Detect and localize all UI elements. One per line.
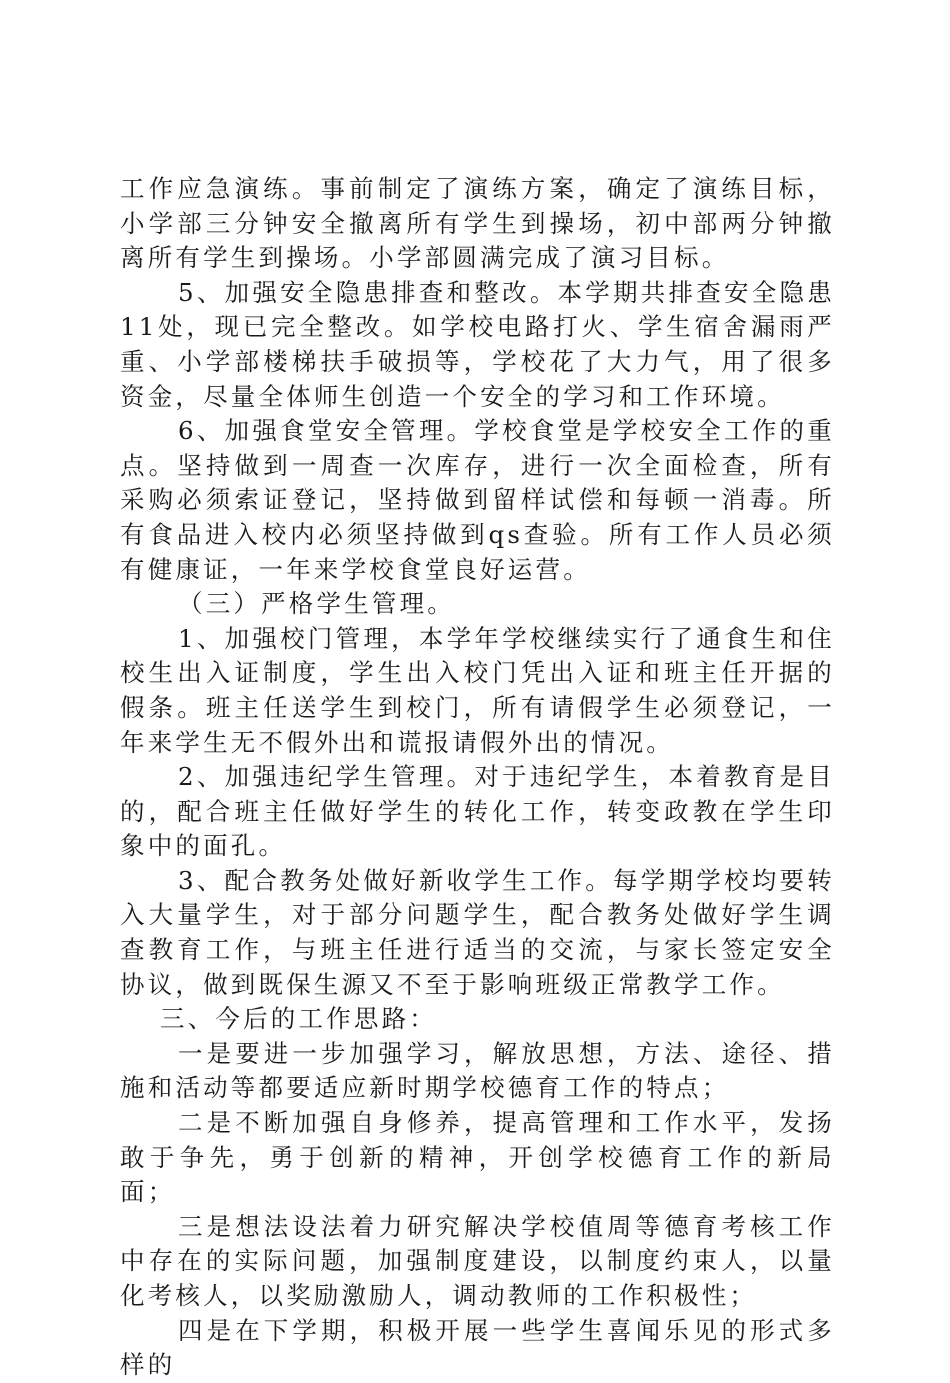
paragraph-item-3: 3、配合教务处做好新收学生工作。每学期学校均要转入大量学生，对于部分问题学生，配合教务处做好学生调查教育工作，与班主任进行适当的交流，与家长签定安全协议，做到既保生源又不至于影响班级正常教学工作。 <box>120 865 835 999</box>
section-heading-student-management: （三）严格学生管理。 <box>178 589 455 619</box>
paragraph-plan-1: 一是要进一步加强学习，解放思想，方法、途径、措施和活动等都要适应新时期学校德育工作的特点； <box>120 1038 835 1103</box>
document-body <box>120 172 835 1383</box>
paragraph-plan-4: 四是在下学期，积极开展一些学生喜闻乐见的形式多样的 <box>120 1315 835 1380</box>
paragraph-plan-2: 二是不断加强自身修养，提高管理和工作水平，发扬敢于争先，勇于创新的精神，开创学校德育工作的新局面； <box>120 1108 835 1207</box>
paragraph-item-1: 1、加强校门管理，本学年学校继续实行了通食生和住校生出入证制度，学生出入校门凭出入证和班主任开据的假条。班主任送学生到校门，所有请假学生必须登记，一年来学生无不假外出和谎报请假外出的情况。 <box>120 623 835 757</box>
section-heading-future-plans: 三、今后的工作思路： <box>160 1004 437 1034</box>
paragraph-item-6: 6、加强食堂安全管理。学校食堂是学校安全工作的重点。坚持做到一周查一次库存，进行一次全面检查，所有采购必须索证登记，坚持做到留样试偿和每顿一消毒。所有食品进入校内必须坚持做到qs查验。所有工作人员必须有健康证，一年来学校食堂良好运营。 <box>120 416 835 584</box>
paragraph-item-2: 2、加强违纪学生管理。对于违纪学生，本着教育是目的，配合班主任做好学生的转化工作，转变政教在学生印象中的面孔。 <box>120 762 835 861</box>
paragraph-plan-3: 三是想法设法着力研究解决学校值周等德育考核工作中存在的实际问题，加强制度建设，以制度约束人，以量化考核人，以奖励激励人，调动教师的工作积极性； <box>120 1211 835 1310</box>
paragraph-item-5: 5、加强安全隐患排查和整改。本学期共排查安全隐患11处，现已完全整改。如学校电路打火、学生宿舍漏雨严重、小学部楼梯扶手破损等，学校花了大力气，用了很多资金，尽量全体师生创造一个安全的学习和工作环境。 <box>120 277 835 411</box>
paragraph-drill-continuation: 工作应急演练。事前制定了演练方案，确定了演练目标，小学部三分钟安全撤离所有学生到操场，初中部两分钟撤离所有学生到操场。小学部圆满完成了演习目标。 <box>120 174 835 273</box>
